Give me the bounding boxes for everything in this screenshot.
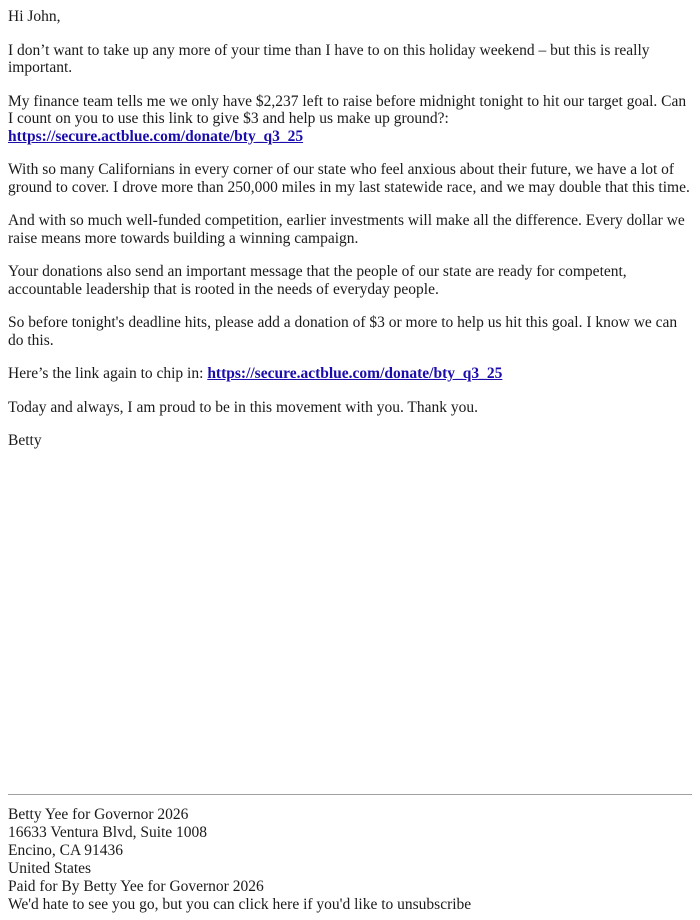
paragraph-finance-goal bbox=[8, 93, 692, 146]
footer-country: United States bbox=[8, 860, 92, 877]
footer-address-line-1: 16633 Ventura Blvd, Suite 1008 bbox=[8, 824, 208, 841]
footer-org-name: Betty Yee for Governor 2026 bbox=[8, 806, 189, 823]
paragraph-deadline: So before tonight's deadline hits, please add a donation of $3 or more to help us hit this goal. I know we can do this. bbox=[8, 314, 678, 349]
paragraph-ground-to-cover: With so many Californians in every corner of our state who feel anxious about their future, we have a lot of ground to cover. I drove more than 250,000 miles in my last statewide race, and we may double that this time. bbox=[8, 161, 690, 196]
signature: Betty bbox=[8, 432, 42, 449]
paragraph-finance-goal-text: My finance team tells me we only have $2,237 left to raise before midnight tonight to hit our target goal. Can I count on you to use this link to give $3 and help us make up ground?: bbox=[8, 92, 687, 127]
donate-link-secondary[interactable]: https://secure.actblue.com/donate/bty_q3_25 bbox=[207, 365, 503, 382]
donate-link-primary[interactable]: https://secure.actblue.com/donate/bty_q3_25 bbox=[8, 127, 304, 145]
footer-divider bbox=[8, 794, 692, 795]
paragraph-donations-message: Your donations also send an important message that the people of our state are ready for competent, accountable leadership that is rooted in the needs of everyday people. bbox=[8, 263, 627, 298]
email-body bbox=[8, 8, 692, 450]
paragraph-intro: I don’t want to take up any more of your time than I have to on this holiday weekend – but this is really important. bbox=[8, 41, 650, 76]
greeting: Hi John, bbox=[8, 8, 61, 25]
email-footer bbox=[8, 794, 692, 914]
paragraph-link-again bbox=[8, 365, 692, 383]
footer-paid-for: Paid for By Betty Yee for Governor 2026 bbox=[8, 878, 264, 895]
paragraph-link-again-text: Here’s the link again to chip in: bbox=[8, 365, 208, 382]
unsubscribe-link[interactable]: We'd hate to see you go, but you can click here if you'd like to unsubscribe bbox=[8, 896, 472, 913]
paragraph-thank-you: Today and always, I am proud to be in this movement with you. Thank you. bbox=[8, 398, 479, 416]
footer-address-line-2: Encino, CA 91436 bbox=[8, 842, 123, 859]
paragraph-competition: And with so much well-funded competition, earlier investments will make all the difference. Every dollar we raise means more towards building a winning campaign. bbox=[8, 212, 685, 247]
